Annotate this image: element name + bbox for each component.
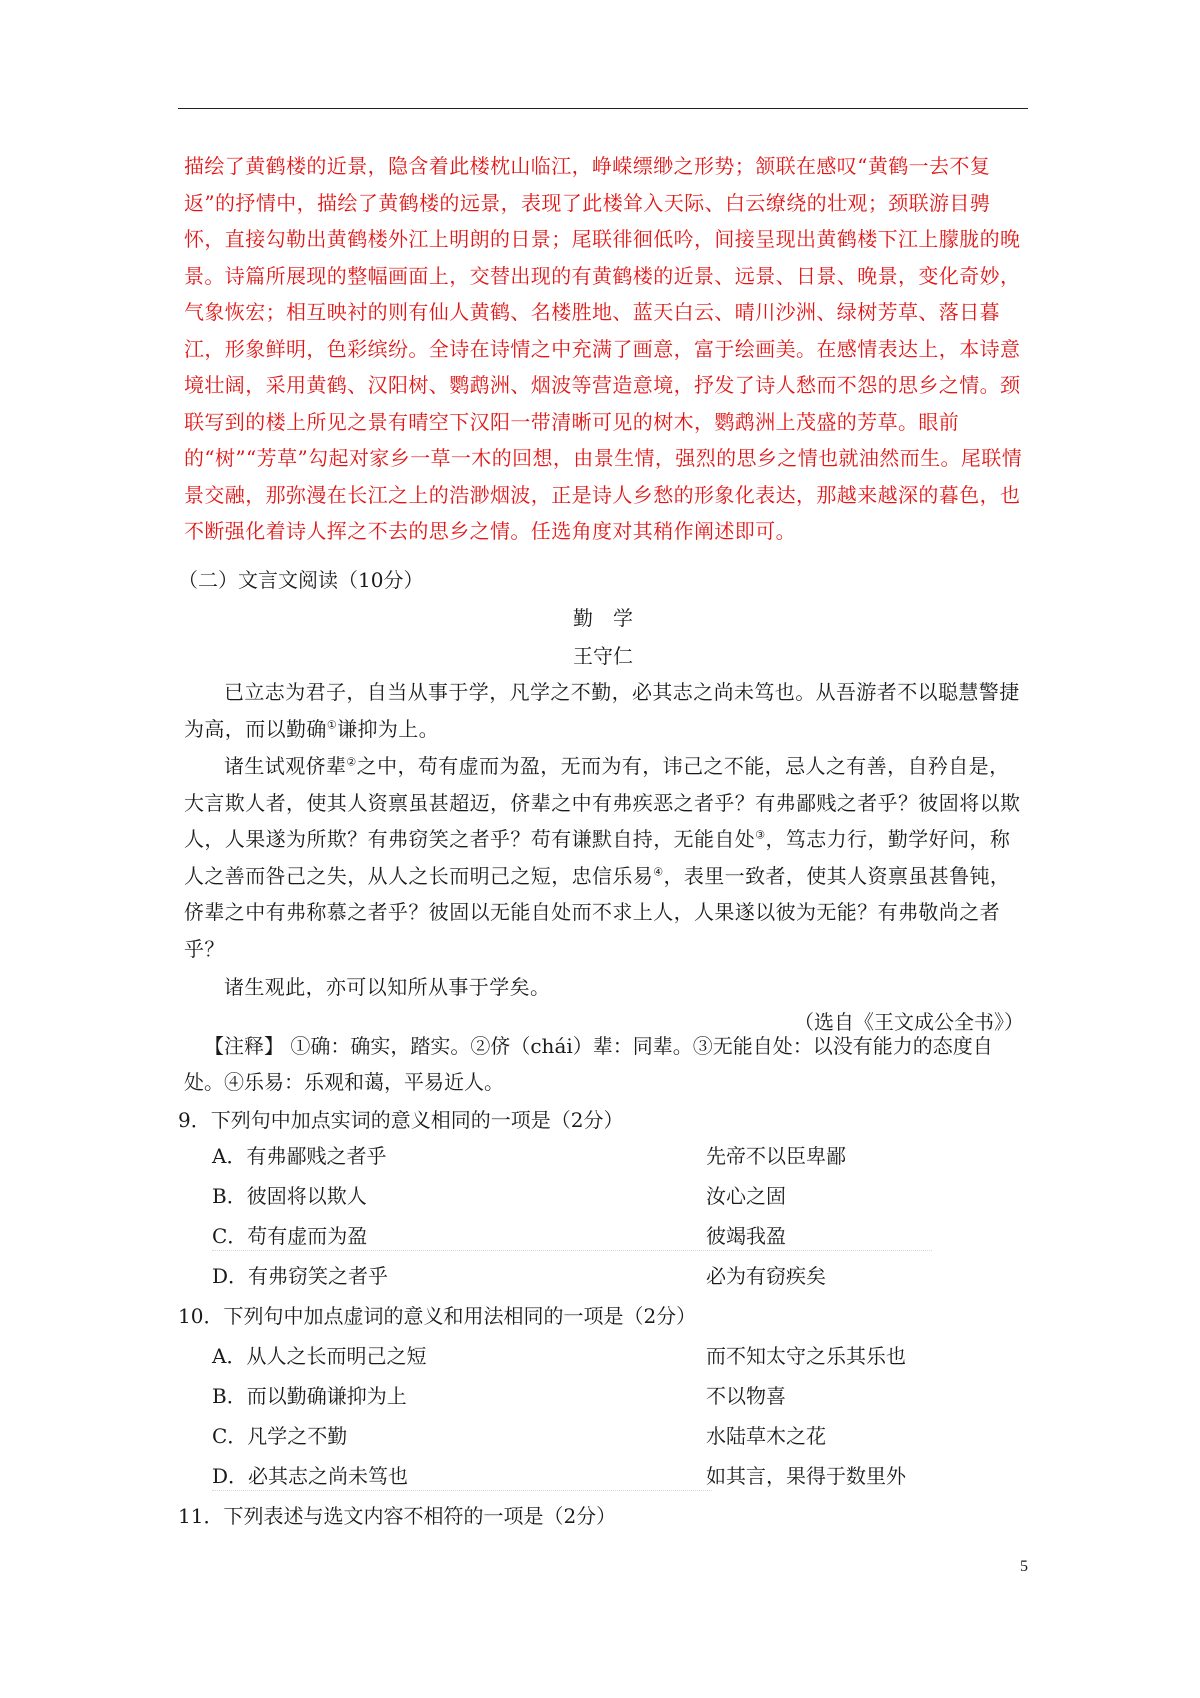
- passage-paragraph-3: 诸生观此，亦可以知所从事于学矣。: [224, 975, 551, 999]
- option-right: 如其言，果得于数里外: [706, 1464, 906, 1488]
- passage-paragraph-1: 已立志为君子，自当从事于学，凡学之不勤，必其志之尚未笃也。从吾游者不以聪慧警捷为高，而以勤确①谦抑为上。: [184, 680, 1020, 741]
- option-right: 彼竭我盈: [706, 1224, 786, 1248]
- question-9-option-d: [212, 1262, 1032, 1290]
- dotted-divider: [212, 1250, 932, 1251]
- question-10-option-b: [212, 1382, 1032, 1410]
- page-number: 5: [1020, 1558, 1028, 1575]
- question-10-option-a: [212, 1342, 1032, 1370]
- option-right: 水陆草木之花: [706, 1424, 826, 1448]
- question-9-option-c: [212, 1222, 1032, 1250]
- option-left: A．有弗鄙贱之者乎: [212, 1144, 387, 1168]
- question-10-option-d: [212, 1462, 1032, 1490]
- question-11-stem: 11．下列表述与选文内容不相符的一项是（2分）: [178, 1504, 617, 1528]
- dotted-divider: [212, 1490, 712, 1491]
- option-left: B．彼固将以欺人: [212, 1184, 367, 1208]
- question-9-option-b: [212, 1182, 1032, 1210]
- option-left: C．凡学之不勤: [212, 1424, 348, 1448]
- question-9-stem: 9．下列句中加点实词的意义相同的一项是（2分）: [178, 1108, 624, 1132]
- option-left: C．苟有虚而为盈: [212, 1224, 368, 1248]
- question-10-stem: 10．下列句中加点虚词的意义和用法相同的一项是（2分）: [178, 1304, 697, 1328]
- option-right: 必为有窃疾矣: [706, 1264, 826, 1288]
- option-right: 而不知太守之乐其乐也: [706, 1344, 906, 1368]
- option-left: A．从人之长而明己之短: [212, 1344, 427, 1368]
- option-right: 汝心之固: [706, 1184, 786, 1208]
- answer-paragraph: 描绘了黄鹤楼的近景，隐含着此楼枕山临江，峥嵘缥缈之形势；颔联在感叹“黄鹤一去不复返”的抒情中，描绘了黄鹤楼的远景，表现了此楼耸入天际、白云缭绕的壮观；颈联游目骋怀，直接勾勒出黄鹤楼外江上明朗的日景；尾联徘徊低吟，间接呈现出黄鹤楼下江上朦胧的晚景。诗篇所展现的整幅画面上，交替出现的有黄鹤楼的近景、远景、日景、晚景，变化奇妙，气象恢宏；相互映衬的则有仙人黄鹤、名楼胜地、蓝天白云、晴川沙洲、绿树芳草、落日暮江，形象鲜明，色彩缤纷。全诗在诗情之中充满了画意，富于绘画美。在感情表达上，本诗意境壮阔，采用黄鹤、汉阳树、鹦鹉洲、烟波等营造意境，抒发了诗人愁而不怨的思乡之情。颈联写到的楼上所见之景有晴空下汉阳一带清晰可见的树木，鹦鹉洲上茂盛的芳草。眼前的“树”“芳草”勾起对家乡一草一木的回想，由景生情，强烈的思乡之情也就油然而生。尾联情景交融，那弥漫在长江之上的浩渺烟波，正是诗人乡愁的形象化表达，那越来越深的暮色，也不断强化着诗人挥之不去的思乡之情。任选角度对其稍作阐述即可。: [184, 154, 1023, 543]
- section-title: （二）文言文阅读（10分）: [178, 568, 424, 592]
- option-right: 不以物喜: [706, 1384, 786, 1408]
- question-9-option-a: [212, 1142, 1032, 1170]
- passage-source: （选自《王文成公全书》）: [794, 1010, 1024, 1034]
- question-10-option-c: [212, 1422, 1032, 1450]
- option-left: B．而以勤确谦抑为上: [212, 1384, 407, 1408]
- passage-paragraph-2: 诸生试观侪辈②之中，苟有虚而为盈，无而为有，讳己之不能，忌人之有善，自矜自是，大言欺人者，使其人资禀虽甚超迈，侪辈之中有弗疾恶之者乎？有弗鄙贱之者乎？彼固将以欺人，人果遂为所欺？有弗窃笑之者乎？苟有谦默自持，无能自处③，笃志力行，勤学好问，称人之善而咎己之失，从人之长而明己之短，忠信乐易④，表里一致者，使其人资禀虽甚鲁钝，侪辈之中有弗称慕之者乎？彼固以无能自处而不求上人，人果遂以彼为无能？有弗敬尚之者乎？: [184, 754, 1021, 961]
- header-rule: [178, 108, 1028, 109]
- option-left: D．有弗窃笑之者乎: [212, 1264, 389, 1288]
- option-left: D．必其志之尚未笃也: [212, 1464, 409, 1488]
- passage-title: 勤 学: [573, 606, 633, 630]
- passage-author: 王守仁: [573, 644, 633, 668]
- option-right: 先帝不以臣卑鄙: [706, 1144, 846, 1168]
- passage-notes: 【注释】 ①确：确实，踏实。②侪（chái）辈：同辈。③无能自处：以没有能力的态度自处。④乐易：乐观和蔼，平易近人。: [184, 1034, 993, 1094]
